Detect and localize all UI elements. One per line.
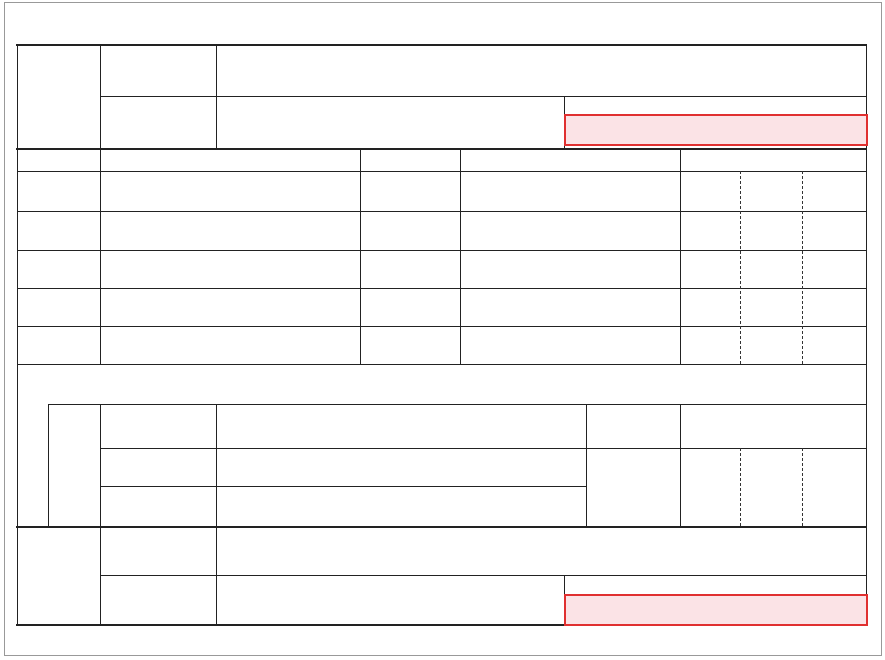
broker-label-divider (100, 404, 101, 526)
col-divider-basis (680, 148, 681, 364)
form-frame (4, 2, 882, 656)
col-divider-detail (460, 148, 461, 364)
broker-address-bottom (100, 448, 867, 449)
payer-top-border (16, 526, 867, 528)
fee-divider-yen (802, 448, 803, 526)
form-left-border (17, 44, 18, 624)
broker-left-border (48, 404, 49, 526)
amount-divider-thousand (740, 171, 741, 364)
broker-field-divider (216, 404, 217, 526)
recipient-id-number (564, 114, 868, 146)
payer-id-number (564, 594, 868, 626)
amount-divider-yen (802, 171, 803, 364)
payer-address-bottom (100, 575, 867, 576)
col-divider-category (100, 148, 101, 364)
col-divider-location (360, 148, 361, 364)
broker-top-border (48, 404, 867, 405)
broker-name-bottom (100, 486, 586, 487)
recipient-address-bottom (100, 96, 867, 97)
table-bottom (17, 364, 867, 365)
table-top-border (16, 148, 867, 150)
recipient-top-border (16, 44, 867, 46)
fee-divider-thousand (740, 448, 741, 526)
broker-fee-divider (680, 404, 681, 526)
broker-confirm-divider (586, 404, 587, 526)
